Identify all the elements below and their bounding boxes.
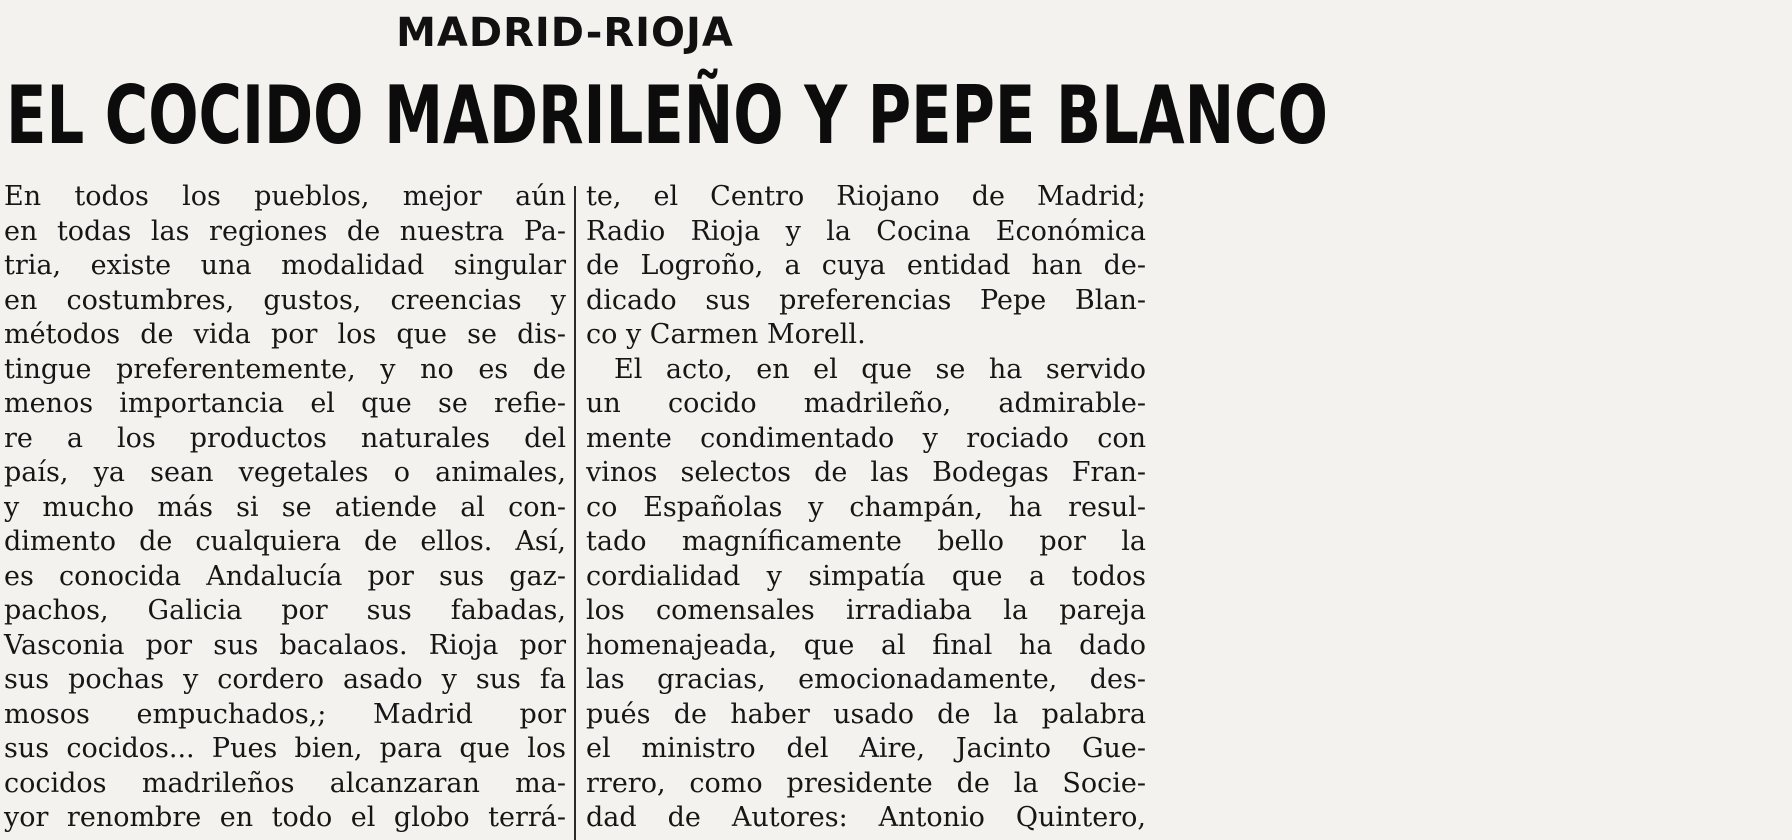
headline-text: EL COCIDO MADRILEÑO Y PEPE BLANCO <box>6 69 1328 162</box>
text-line: sus cocidos... Pues bien, para que los <box>4 733 566 764</box>
text-line: mente condimentado y rociado con <box>586 422 1146 454</box>
text-line: pachos, Galicia por sus fabadas, <box>4 595 566 626</box>
text-line: El acto, en el que se ha servido <box>614 353 1146 385</box>
text-line: los comensales irradiaba la pareja <box>586 595 1146 626</box>
text-line: de Logroño, a cuya entidad han de- <box>586 250 1146 281</box>
column-rule <box>574 186 576 840</box>
text-line: vinos selectos de las Bodegas Fran- <box>586 457 1146 488</box>
text-line: Radio Rioja y la Cocina Económica <box>586 215 1146 247</box>
text-line: en costumbres, gustos, creencias y <box>4 284 566 316</box>
right-column <box>586 180 1146 836</box>
text-line: tado magníficamente bello por la <box>586 526 1146 557</box>
text-line: mosos empuchados,; Madrid por <box>4 698 566 730</box>
text-line: en todas las regiones de nuestra Pa- <box>4 215 566 247</box>
text-line: las gracias, emocionadamente, des- <box>586 664 1146 695</box>
text-line: sus pochas y cordero asado y sus fa <box>4 664 566 695</box>
text-line: métodos de vida por los que se dis- <box>4 319 566 350</box>
text-line: dicado sus preferencias Pepe Blan- <box>586 284 1146 316</box>
left-column <box>4 180 566 836</box>
text-line: dad de Autores: Antonio Quintero, <box>586 802 1146 833</box>
text-line: pués de haber usado de la palabra <box>586 698 1146 730</box>
text-line: menos importancia el que se refie- <box>4 388 566 419</box>
text-line: y mucho más si se atiende al con- <box>4 491 566 523</box>
text-line: el ministro del Aire, Jacinto Gue- <box>586 733 1146 764</box>
text-line: es conocida Andalucía por sus gaz- <box>4 560 566 592</box>
text-line: co y Carmen Morell. <box>586 319 866 350</box>
text-line: re a los productos naturales del <box>4 422 566 454</box>
section-kicker: MADRID-RIOJA <box>396 10 734 56</box>
text-line: tria, existe una modalidad singular <box>4 250 566 281</box>
text-line: te, el Centro Riojano de Madrid; <box>586 181 1146 212</box>
text-line: país, ya sean vegetales o animales, <box>4 457 566 488</box>
text-line: cordialidad y simpatía que a todos <box>586 560 1146 592</box>
text-line: cocidos madrileños alcanzaran ma- <box>4 767 566 799</box>
text-line: En todos los pueblos, mejor aún <box>4 181 566 212</box>
headline <box>6 66 1328 166</box>
text-line: rrero, como presidente de la Socie- <box>586 767 1146 799</box>
text-line: co Españolas y champán, ha resul- <box>586 491 1146 523</box>
text-line: Vasconia por sus bacalaos. Rioja por <box>4 629 566 661</box>
text-line: un cocido madrileño, admirable- <box>586 388 1146 419</box>
text-line: dimento de cualquiera de ellos. Así, <box>4 526 566 557</box>
text-line: yor renombre en todo el globo terrá- <box>4 802 566 833</box>
text-line: tingue preferentemente, y no es de <box>4 353 566 385</box>
text-line: homenajeada, que al final ha dado <box>586 629 1146 661</box>
